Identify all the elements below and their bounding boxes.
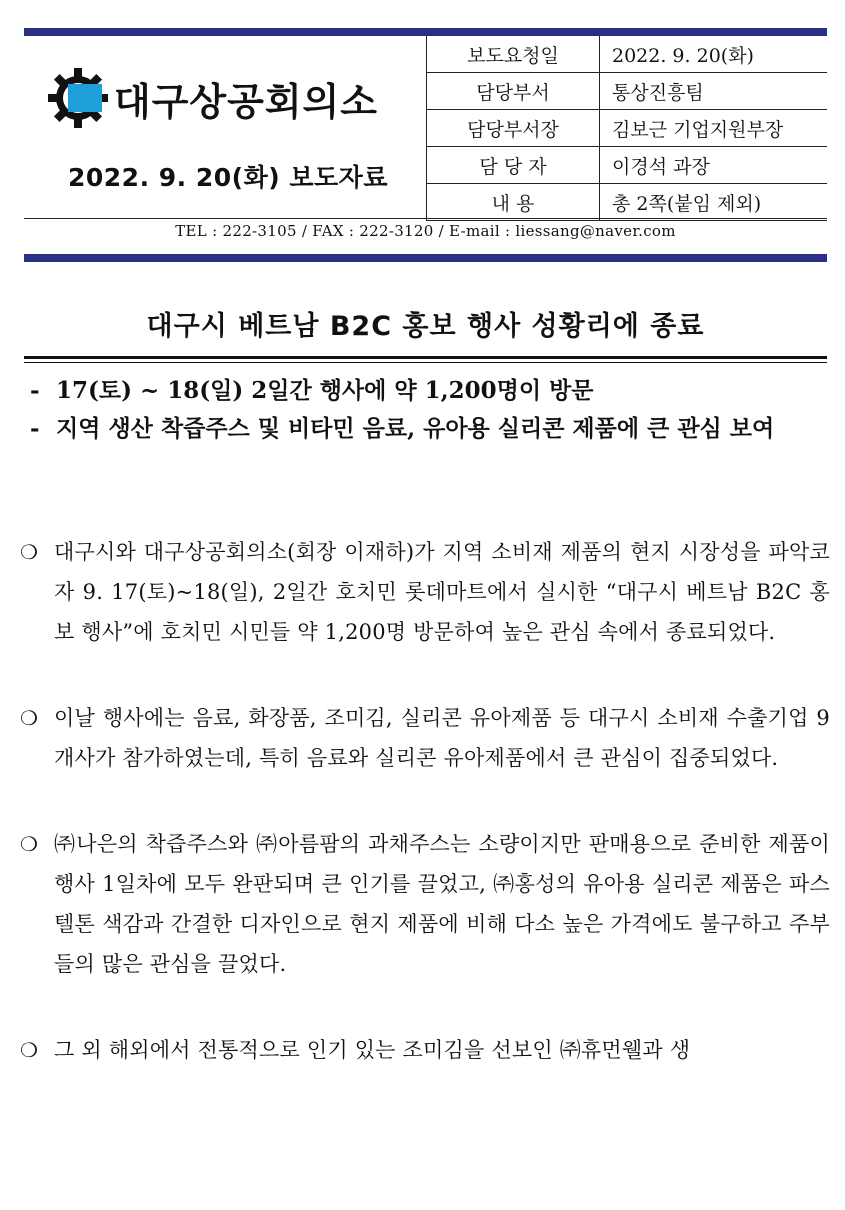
meta-key: 담 당 자 bbox=[427, 147, 600, 184]
meta-key: 담당부서장 bbox=[427, 110, 600, 147]
meta-row bbox=[427, 110, 828, 147]
article-body bbox=[20, 532, 830, 1116]
title-rule-thin bbox=[24, 362, 827, 363]
subhead-item bbox=[30, 372, 830, 410]
meta-key: 내 용 bbox=[427, 184, 600, 221]
subhead-item bbox=[30, 410, 830, 448]
gear-logo-icon bbox=[46, 66, 110, 130]
article-title: 대구시 베트남 B2C 홍보 행사 성황리에 종료 bbox=[146, 311, 705, 342]
meta-key: 담당부서 bbox=[427, 73, 600, 110]
meta-row bbox=[427, 184, 828, 221]
body-paragraph bbox=[20, 698, 830, 778]
meta-row bbox=[427, 73, 828, 110]
org-logo bbox=[46, 66, 378, 130]
top-accent-rule bbox=[24, 28, 827, 36]
subhead-dash: - bbox=[30, 377, 40, 404]
release-label: 2022. 9. 20(화) 보도자료 bbox=[68, 163, 388, 192]
meta-value: 2022. 9. 20(화) bbox=[600, 36, 828, 73]
circle-bullet-icon: ❍ bbox=[20, 832, 38, 856]
logo-area bbox=[24, 36, 426, 219]
paragraph-text: 대구시와 대구상공회의소(회장 이재하)가 지역 소비재 제품의 현지 시장성을 파악코자 9. 17(토)~18(일), 2일간 호치민 롯데마트에서 실시한 “대구시 베트남 B2C 홍보 행사”에 호치민 시민들 약 1,200명 방문하여 높은 관심 속에서 종료되었다. bbox=[54, 540, 830, 644]
body-paragraph bbox=[20, 1030, 830, 1070]
title-rule-thick bbox=[24, 356, 827, 359]
paragraph-text: 이날 행사에는 음료, 화장품, 조미김, 실리콘 유아제품 등 대구시 소비재 수출기업 9개사가 참가하였는데, 특히 음료와 실리콘 유아제품에서 큰 관심이 집중되었다. bbox=[54, 706, 830, 770]
body-paragraph bbox=[20, 824, 830, 984]
meta-row bbox=[427, 147, 828, 184]
meta-value: 이경석 과장 bbox=[600, 147, 828, 184]
circle-bullet-icon: ❍ bbox=[20, 540, 38, 564]
circle-bullet-icon: ❍ bbox=[20, 1038, 38, 1062]
meta-value: 김보근 기업지원부장 bbox=[600, 110, 828, 147]
release-meta-table bbox=[426, 36, 827, 221]
circle-bullet-icon: ❍ bbox=[20, 706, 38, 730]
subheads bbox=[30, 372, 830, 448]
bottom-accent-rule bbox=[24, 254, 827, 262]
paragraph-text: ㈜나은의 착즙주스와 ㈜아름팜의 과채주스는 소량이지만 판매용으로 준비한 제품이 행사 1일차에 모두 완판되며 큰 인기를 끌었고, ㈜홍성의 유아용 실리콘 제품은 파스텔톤 색감과 간결한 디자인으로 현지 제품에 비해 다소 높은 가격에도 불구하고 주부들의 많은 관심을 끌었다. bbox=[54, 832, 830, 976]
subhead-text: 17(토) ~ 18(일) 2일간 행사에 약 1,200명이 방문 bbox=[56, 377, 594, 404]
subhead-dash: - bbox=[30, 415, 40, 442]
contact-line: TEL : 222-3105 / FAX : 222-3120 / E-mail : liessang@naver.com bbox=[175, 222, 676, 240]
press-header bbox=[24, 36, 827, 219]
meta-value: 총 2쪽(붙임 제외) bbox=[600, 184, 828, 221]
meta-value: 통상진흥팀 bbox=[600, 73, 828, 110]
meta-key: 보도요청일 bbox=[427, 36, 600, 73]
org-name: 대구상공회의소 bbox=[114, 79, 378, 124]
body-paragraph bbox=[20, 532, 830, 652]
subhead-text: 지역 생산 착즙주스 및 비타민 음료, 유아용 실리콘 제품에 큰 관심 보여 bbox=[56, 415, 775, 442]
meta-row bbox=[427, 36, 828, 73]
paragraph-text: 그 외 해외에서 전통적으로 인기 있는 조미김을 선보인 ㈜휴먼웰과 생 bbox=[54, 1038, 691, 1062]
